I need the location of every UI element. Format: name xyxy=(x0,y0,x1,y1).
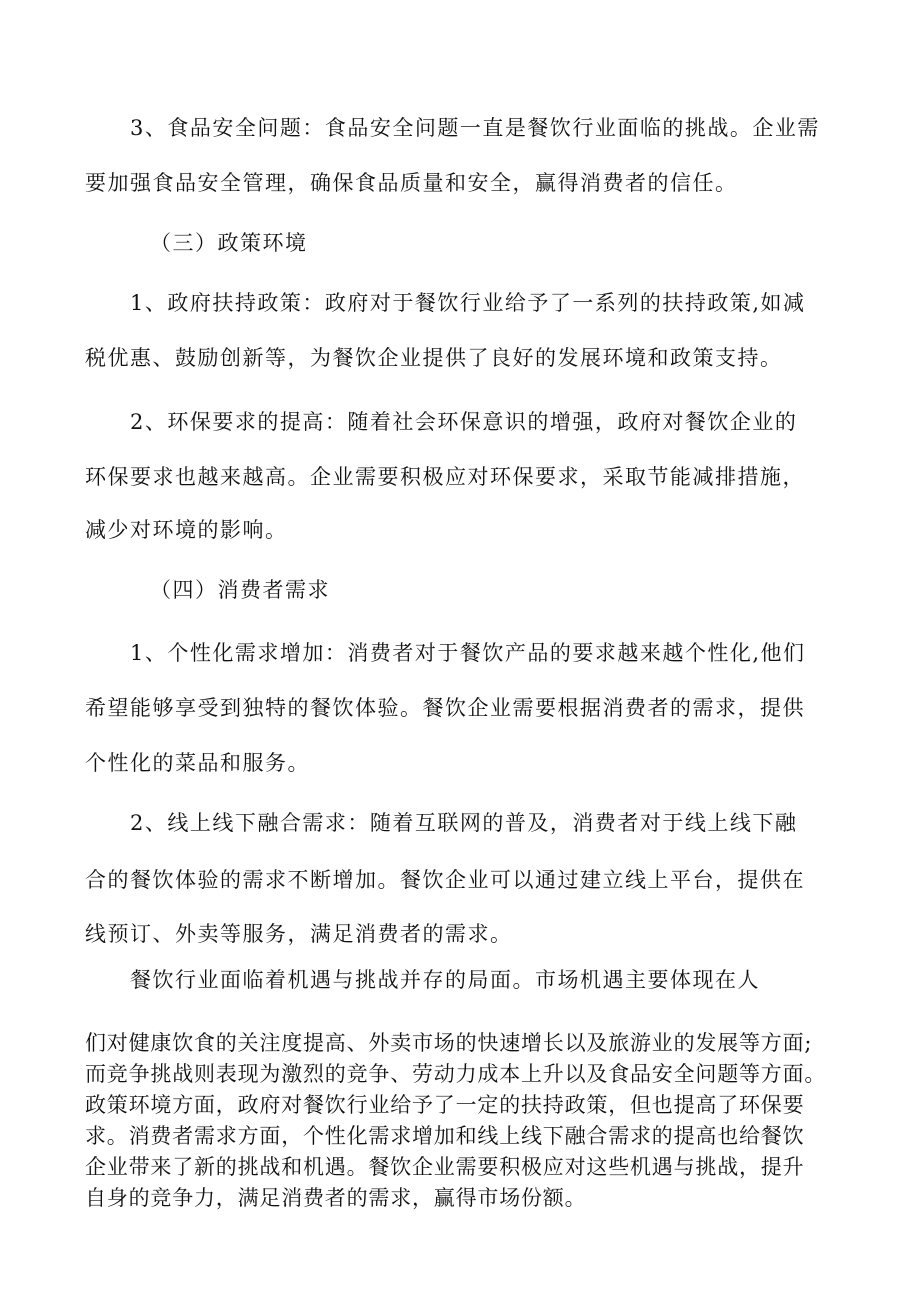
paragraph-line: 求。消费者需求方面，个性化需求增加和线上线下融合需求的提高也给餐饮 xyxy=(85,1124,805,1148)
paragraph-line: 2、环保要求的提高：随着社会环保意识的增强，政府对餐饮企业的 xyxy=(130,410,798,434)
paragraph-line: 自身的竞争力，满足消费者的需求，赢得市场份额。 xyxy=(85,1186,587,1210)
paragraph-line: 1、政府扶持政策：政府对于餐饮行业给予了一系列的扶持政策,如减 xyxy=(130,291,806,315)
paragraph-line: 2、线上线下融合需求：随着互联网的普及，消费者对于线上线下融 xyxy=(130,811,798,835)
paragraph-line: 减少对环境的影响。 xyxy=(85,518,288,542)
paragraph-line: 环保要求也越来越高。企业需要积极应对环保要求，采取节能减排措施， xyxy=(85,465,805,489)
paragraph-line: 而竞争挑战则表现为激烈的竞争、劳动力成本上升以及食品安全问题等方面。 xyxy=(85,1062,827,1086)
section-heading-consumer: （四）消费者需求 xyxy=(150,578,330,602)
paragraph-line: 线预订、外卖等服务，满足消费者的需求。 xyxy=(85,922,513,946)
paragraph-line: 希望能够享受到独特的餐饮体验。餐饮企业需要根据消费者的需求，提供 xyxy=(85,696,805,720)
paragraph-line: 个性化的菜品和服务。 xyxy=(85,751,310,775)
paragraph-line: 合的餐饮体验的需求不断增加。餐饮企业可以通过建立线上平台，提供在 xyxy=(85,868,805,892)
paragraph-line: 要加强食品安全管理，确保食品质量和安全，赢得消费者的信任。 xyxy=(85,171,738,195)
paragraph-line: 税优惠、鼓励创新等，为餐饮企业提供了良好的发展环境和政策支持。 xyxy=(85,346,783,370)
paragraph-line: 3、食品安全问题：食品安全问题一直是餐饮行业面临的挑战。企业需 xyxy=(130,116,820,140)
paragraph-line: 们对健康饮食的关注度提高、外卖市场的快速增长以及旅游业的发展等方面; xyxy=(85,1031,813,1055)
paragraph-line: 企业带来了新的挑战和机遇。餐饮企业需要积极应对这些机遇与挑战，提升 xyxy=(85,1155,805,1179)
paragraph-line: 政策环境方面，政府对餐饮行业给予了一定的扶持政策，但也提高了环保要 xyxy=(85,1093,805,1117)
paragraph-line: 1、个性化需求增加：消费者对于餐饮产品的要求越来越个性化,他们 xyxy=(130,641,806,665)
section-heading-policy: （三）政策环境 xyxy=(150,231,308,255)
paragraph-line: 餐饮行业面临着机遇与挑战并存的局面。市场机遇主要体现在人 xyxy=(130,968,760,992)
